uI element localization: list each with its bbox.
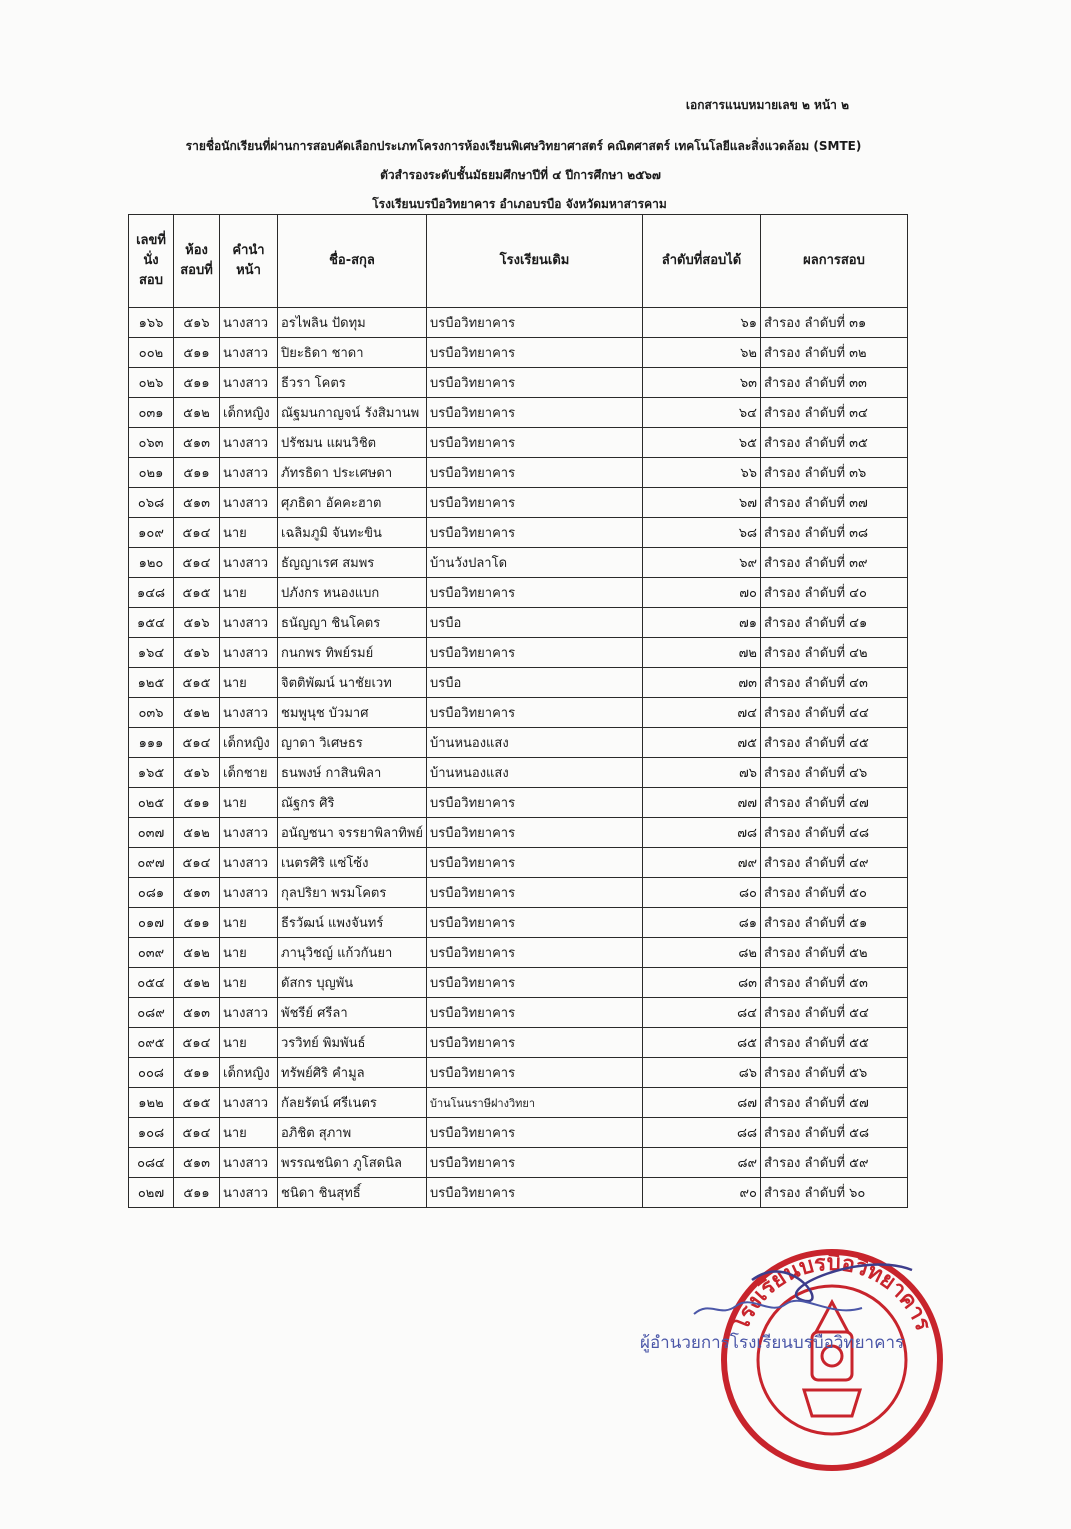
table-body [129, 308, 908, 1208]
cell-result: สำรอง ลำดับที่ ๓๕ [761, 428, 908, 458]
table-row [129, 518, 908, 548]
cell-seat: ๐๘๑ [129, 878, 174, 908]
cell-seat: ๐๙๕ [129, 1028, 174, 1058]
cell-name: ชมพูนุช บัวมาศ [278, 698, 427, 728]
cell-prefix: นาย [220, 578, 278, 608]
cell-room: ๕๑๔ [174, 1118, 220, 1148]
cell-prefix: นางสาว [220, 1088, 278, 1118]
cell-prefix: นาย [220, 788, 278, 818]
cell-name: ศุภธิดา อัคคะฮาต [278, 488, 427, 518]
cell-room: ๕๑๒ [174, 818, 220, 848]
cell-school: บรบือวิทยาคาร [427, 788, 643, 818]
cell-school: บรบือวิทยาคาร [427, 308, 643, 338]
cell-result: สำรอง ลำดับที่ ๓๖ [761, 458, 908, 488]
header-rank: ลำดับที่สอบได้ [643, 215, 761, 308]
cell-rank: ๘๕ [643, 1028, 761, 1058]
table-row [129, 1118, 908, 1148]
cell-room: ๕๑๑ [174, 338, 220, 368]
cell-school: บรบือวิทยาคาร [427, 968, 643, 998]
cell-rank: ๗๖ [643, 758, 761, 788]
cell-room: ๕๑๓ [174, 488, 220, 518]
cell-seat: ๐๘๔ [129, 1148, 174, 1178]
cell-name: ทรัพย์ศิริ คำมูล [278, 1058, 427, 1088]
cell-result: สำรอง ลำดับที่ ๔๓ [761, 668, 908, 698]
cell-room: ๕๑๓ [174, 878, 220, 908]
table-row [129, 938, 908, 968]
cell-name: ธนัญญา ชินโคตร [278, 608, 427, 638]
cell-prefix: นางสาว [220, 638, 278, 668]
cell-result: สำรอง ลำดับที่ ๕๐ [761, 878, 908, 908]
table-row [129, 608, 908, 638]
cell-rank: ๗๐ [643, 578, 761, 608]
school-seal [712, 1240, 952, 1480]
cell-prefix: นางสาว [220, 608, 278, 638]
cell-result: สำรอง ลำดับที่ ๕๗ [761, 1088, 908, 1118]
cell-prefix: นาย [220, 668, 278, 698]
table-row [129, 998, 908, 1028]
cell-school: บรบือวิทยาคาร [427, 518, 643, 548]
cell-prefix: นางสาว [220, 698, 278, 728]
cell-rank: ๖๒ [643, 338, 761, 368]
cell-name: วรวิทย์ พิมพันธ์ [278, 1028, 427, 1058]
table-row [129, 1028, 908, 1058]
cell-rank: ๖๔ [643, 398, 761, 428]
cell-rank: ๗๗ [643, 788, 761, 818]
cell-seat: ๐๐๒ [129, 338, 174, 368]
cell-room: ๕๑๑ [174, 908, 220, 938]
cell-prefix: นางสาว [220, 368, 278, 398]
cell-prefix: เด็กหญิง [220, 1058, 278, 1088]
header-name: ชื่อ-สกุล [278, 215, 427, 308]
cell-result: สำรอง ลำดับที่ ๓๙ [761, 548, 908, 578]
table-row [129, 818, 908, 848]
cell-seat: ๑๑๑ [129, 728, 174, 758]
cell-school: บรบือวิทยาคาร [427, 398, 643, 428]
cell-seat: ๑๕๔ [129, 608, 174, 638]
cell-prefix: นาย [220, 518, 278, 548]
cell-seat: ๐๑๗ [129, 908, 174, 938]
cell-seat: ๑๖๖ [129, 308, 174, 338]
cell-prefix: นางสาว [220, 548, 278, 578]
cell-prefix: เด็กหญิง [220, 728, 278, 758]
cell-name: ปภังกร หนองแบก [278, 578, 427, 608]
cell-rank: ๗๒ [643, 638, 761, 668]
cell-result: สำรอง ลำดับที่ ๓๔ [761, 398, 908, 428]
cell-result: สำรอง ลำดับที่ ๓๓ [761, 368, 908, 398]
cell-room: ๕๑๔ [174, 728, 220, 758]
cell-seat: ๐๕๔ [129, 968, 174, 998]
cell-room: ๕๑๕ [174, 578, 220, 608]
cell-name: ณัฐกร ศิริ [278, 788, 427, 818]
cell-prefix: นาย [220, 938, 278, 968]
header-result: ผลการสอบ [761, 215, 908, 308]
cell-seat: ๑๔๘ [129, 578, 174, 608]
cell-room: ๕๑๑ [174, 458, 220, 488]
cell-name: ภานุวิชญ์ แก้วกันยา [278, 938, 427, 968]
cell-result: สำรอง ลำดับที่ ๓๒ [761, 338, 908, 368]
cell-room: ๕๑๕ [174, 1088, 220, 1118]
cell-school: บ้านหนองแสง [427, 728, 643, 758]
cell-name: ชนิดา ชินสุทธิ์ [278, 1178, 427, 1208]
cell-school: บรบือ [427, 608, 643, 638]
cell-name: เฉลิมภูมิ จันทะขิน [278, 518, 427, 548]
cell-school: บรบือวิทยาคาร [427, 998, 643, 1028]
cell-prefix: นาย [220, 1028, 278, 1058]
table-row [129, 428, 908, 458]
cell-room: ๕๑๓ [174, 428, 220, 458]
cell-room: ๕๑๕ [174, 668, 220, 698]
cell-prefix: นางสาว [220, 818, 278, 848]
cell-rank: ๖๗ [643, 488, 761, 518]
cell-seat: ๑๐๙ [129, 518, 174, 548]
cell-prefix: นางสาว [220, 1178, 278, 1208]
cell-name: อรไพลิน ปัดทุม [278, 308, 427, 338]
table-row [129, 968, 908, 998]
cell-room: ๕๑๒ [174, 698, 220, 728]
cell-rank: ๘๗ [643, 1088, 761, 1118]
cell-prefix: นางสาว [220, 488, 278, 518]
cell-school: บรบือวิทยาคาร [427, 1058, 643, 1088]
cell-name: กัลยรัตน์ ศรีเนตร [278, 1088, 427, 1118]
cell-rank: ๘๔ [643, 998, 761, 1028]
header-seat: เลขที่นั่งสอบ [129, 215, 174, 308]
cell-result: สำรอง ลำดับที่ ๖๐ [761, 1178, 908, 1208]
cell-result: สำรอง ลำดับที่ ๔๔ [761, 698, 908, 728]
table-row [129, 638, 908, 668]
cell-seat: ๑๐๘ [129, 1118, 174, 1148]
cell-school: บรบือวิทยาคาร [427, 1148, 643, 1178]
cell-name: ธัญญาเรศ สมพร [278, 548, 427, 578]
cell-seat: ๐๖๓ [129, 428, 174, 458]
cell-school: บ้านวังปลาโด [427, 548, 643, 578]
cell-room: ๕๑๒ [174, 968, 220, 998]
cell-result: สำรอง ลำดับที่ ๓๗ [761, 488, 908, 518]
cell-school: บรบือวิทยาคาร [427, 1028, 643, 1058]
heading-line-3: โรงเรียนบรบือวิทยาคาร อำเภอบรบือ จังหวัดมหาสารคาม [372, 197, 667, 211]
heading-line-1: รายชื่อนักเรียนที่ผ่านการสอบคัดเลือกประเภทโครงการห้องเรียนพิเศษวิทยาศาสตร์ คณิตศาสตร์ เทคโนโลยีและสิ่งแวดล้อม (SMTE) [185, 139, 862, 153]
table-row [129, 1058, 908, 1088]
cell-name: ณัฐมนกาญจน์ รังสิมานพ [278, 398, 427, 428]
cell-seat: ๐๒๖ [129, 368, 174, 398]
cell-rank: ๙๐ [643, 1178, 761, 1208]
cell-result: สำรอง ลำดับที่ ๔๘ [761, 818, 908, 848]
cell-result: สำรอง ลำดับที่ ๔๕ [761, 728, 908, 758]
cell-result: สำรอง ลำดับที่ ๓๑ [761, 308, 908, 338]
cell-rank: ๗๙ [643, 848, 761, 878]
cell-result: สำรอง ลำดับที่ ๕๓ [761, 968, 908, 998]
cell-prefix: นาย [220, 908, 278, 938]
cell-room: ๕๑๑ [174, 1178, 220, 1208]
cell-rank: ๗๘ [643, 818, 761, 848]
cell-room: ๕๑๖ [174, 308, 220, 338]
table-row [129, 668, 908, 698]
cell-school: บรบือวิทยาคาร [427, 878, 643, 908]
table-row [129, 308, 908, 338]
cell-result: สำรอง ลำดับที่ ๔๒ [761, 638, 908, 668]
cell-school: บรบือวิทยาคาร [427, 458, 643, 488]
cell-rank: ๖๓ [643, 368, 761, 398]
cell-prefix: นาย [220, 968, 278, 998]
cell-school: บรบือ [427, 668, 643, 698]
cell-room: ๕๑๒ [174, 938, 220, 968]
cell-prefix: เด็กหญิง [220, 398, 278, 428]
cell-room: ๕๑๖ [174, 608, 220, 638]
cell-rank: ๘๒ [643, 938, 761, 968]
cell-seat: ๑๖๕ [129, 758, 174, 788]
table-row [129, 458, 908, 488]
cell-rank: ๗๔ [643, 698, 761, 728]
cell-room: ๕๑๓ [174, 998, 220, 1028]
cell-room: ๕๑๔ [174, 848, 220, 878]
cell-room: ๕๑๖ [174, 758, 220, 788]
table-row [129, 908, 908, 938]
cell-school: บรบือวิทยาคาร [427, 818, 643, 848]
cell-prefix: เด็กชาย [220, 758, 278, 788]
table-row [129, 398, 908, 428]
cell-result: สำรอง ลำดับที่ ๔๙ [761, 848, 908, 878]
cell-rank: ๖๑ [643, 308, 761, 338]
table-row [129, 788, 908, 818]
table-row [129, 698, 908, 728]
table-row [129, 488, 908, 518]
seal-text: โรงเรียนบรบือวิทยาคาร [728, 1250, 936, 1335]
cell-school: บรบือวิทยาคาร [427, 698, 643, 728]
header-room: ห้องสอบที่ [174, 215, 220, 308]
cell-result: สำรอง ลำดับที่ ๔๑ [761, 608, 908, 638]
signature-name [640, 1298, 904, 1329]
document-reference: เอกสารแนบหมายเลข ๒ หน้า ๒ [685, 98, 849, 112]
cell-result: สำรอง ลำดับที่ ๕๕ [761, 1028, 908, 1058]
cell-rank: ๘๖ [643, 1058, 761, 1088]
cell-prefix: นางสาว [220, 1148, 278, 1178]
cell-room: ๕๑๒ [174, 398, 220, 428]
cell-seat: ๑๒๐ [129, 548, 174, 578]
cell-school: บรบือวิทยาคาร [427, 488, 643, 518]
table-row [129, 878, 908, 908]
cell-prefix: นางสาว [220, 338, 278, 368]
cell-result: สำรอง ลำดับที่ ๕๔ [761, 998, 908, 1028]
cell-prefix: นางสาว [220, 458, 278, 488]
cell-result: สำรอง ลำดับที่ ๕๙ [761, 1148, 908, 1178]
cell-name: กุลปริยา พรมโคตร [278, 878, 427, 908]
cell-room: ๕๑๔ [174, 518, 220, 548]
cell-room: ๕๑๖ [174, 638, 220, 668]
cell-name: ธนพงษ์ กาสินพิลา [278, 758, 427, 788]
table-header-row [129, 215, 908, 308]
cell-name: จิตติพัฒน์ นาชัยเวท [278, 668, 427, 698]
table-row [129, 1088, 908, 1118]
cell-seat: ๐๒๑ [129, 458, 174, 488]
cell-prefix: นางสาว [220, 428, 278, 458]
cell-name: ดัสกร บุญพัน [278, 968, 427, 998]
cell-name: พัชรีย์ ศรีลา [278, 998, 427, 1028]
cell-rank: ๖๙ [643, 548, 761, 578]
cell-room: ๕๑๑ [174, 368, 220, 398]
table-row [129, 728, 908, 758]
cell-seat: ๐๓๑ [129, 398, 174, 428]
cell-school: บรบือวิทยาคาร [427, 1118, 643, 1148]
cell-seat: ๐๐๘ [129, 1058, 174, 1088]
cell-name: ธีวรา โคตร [278, 368, 427, 398]
cell-seat: ๑๖๔ [129, 638, 174, 668]
cell-name: ญาดา วิเศษธร [278, 728, 427, 758]
roster-table [128, 214, 908, 1208]
cell-name: พรรณชนิดา ภูโสดนิล [278, 1148, 427, 1178]
cell-name: ปิยะธิดา ชาดา [278, 338, 427, 368]
cell-rank: ๘๙ [643, 1148, 761, 1178]
cell-rank: ๘๐ [643, 878, 761, 908]
cell-rank: ๘๑ [643, 908, 761, 938]
cell-school: บรบือวิทยาคาร [427, 368, 643, 398]
cell-school: บ้านหนองแสง [427, 758, 643, 788]
cell-rank: ๗๑ [643, 608, 761, 638]
cell-prefix: นางสาว [220, 878, 278, 908]
cell-school: บรบือวิทยาคาร [427, 938, 643, 968]
cell-prefix: นางสาว [220, 848, 278, 878]
cell-room: ๕๑๑ [174, 788, 220, 818]
cell-name: ปรัชมน แผนวิชิต [278, 428, 427, 458]
cell-school: บรบือวิทยาคาร [427, 848, 643, 878]
cell-prefix: นางสาว [220, 998, 278, 1028]
cell-seat: ๐๒๗ [129, 1178, 174, 1208]
cell-school: บรบือวิทยาคาร [427, 578, 643, 608]
cell-result: สำรอง ลำดับที่ ๕๘ [761, 1118, 908, 1148]
cell-school: บรบือวิทยาคาร [427, 428, 643, 458]
cell-result: สำรอง ลำดับที่ ๕๒ [761, 938, 908, 968]
cell-school: บรบือวิทยาคาร [427, 338, 643, 368]
cell-prefix: นาย [220, 1118, 278, 1148]
header-school: โรงเรียนเดิม [427, 215, 643, 308]
cell-result: สำรอง ลำดับที่ ๓๘ [761, 518, 908, 548]
cell-rank: ๗๓ [643, 668, 761, 698]
cell-rank: ๖๕ [643, 428, 761, 458]
table-row [129, 1148, 908, 1178]
cell-room: ๕๑๔ [174, 548, 220, 578]
cell-name: อนัญชนา จรรยาพิลาทิพย์ [278, 818, 427, 848]
table-row [129, 1178, 908, 1208]
cell-seat: ๑๒๒ [129, 1088, 174, 1118]
cell-school: บ้านโนนราษีฝางวิทยา [427, 1088, 643, 1118]
cell-rank: ๖๘ [643, 518, 761, 548]
cell-name: เนตรศิริ แซ่โซ้ง [278, 848, 427, 878]
table-row [129, 368, 908, 398]
cell-name: กนกพร ทิพย์รมย์ [278, 638, 427, 668]
signature-position: ผู้อำนวยการโรงเรียนบรบือวิทยาคาร [640, 1333, 905, 1353]
cell-school: บรบือวิทยาคาร [427, 1178, 643, 1208]
cell-name: ภัทรธิดา ประเศษดา [278, 458, 427, 488]
signature-icon [690, 1298, 870, 1320]
cell-rank: ๖๖ [643, 458, 761, 488]
cell-room: ๕๑๔ [174, 1028, 220, 1058]
cell-name: ธีรวัฒน์ แพงจันทร์ [278, 908, 427, 938]
cell-seat: ๐๙๗ [129, 848, 174, 878]
cell-seat: ๑๒๕ [129, 668, 174, 698]
cell-room: ๕๑๑ [174, 1058, 220, 1088]
cell-result: สำรอง ลำดับที่ ๔๗ [761, 788, 908, 818]
table-row [129, 848, 908, 878]
cell-prefix: นางสาว [220, 308, 278, 338]
table-row [129, 338, 908, 368]
heading-line-2: ตัวสำรองระดับชั้นมัธยมศึกษาปีที่ ๔ ปีการศึกษา ๒๕๖๗ [380, 168, 661, 182]
cell-school: บรบือวิทยาคาร [427, 638, 643, 668]
header-prefix: คำนำหน้า [220, 215, 278, 308]
cell-result: สำรอง ลำดับที่ ๕๑ [761, 908, 908, 938]
cell-name: อภิชิต สุภาพ [278, 1118, 427, 1148]
signature-block [640, 1298, 904, 1357]
cell-result: สำรอง ลำดับที่ ๔๖ [761, 758, 908, 788]
cell-seat: ๐๒๕ [129, 788, 174, 818]
cell-rank: ๗๕ [643, 728, 761, 758]
cell-rank: ๘๘ [643, 1118, 761, 1148]
cell-seat: ๐๖๘ [129, 488, 174, 518]
table-row [129, 758, 908, 788]
cell-school: บรบือวิทยาคาร [427, 908, 643, 938]
table-row [129, 548, 908, 578]
cell-seat: ๐๓๙ [129, 938, 174, 968]
cell-seat: ๐๓๖ [129, 698, 174, 728]
cell-result: สำรอง ลำดับที่ ๕๖ [761, 1058, 908, 1088]
cell-room: ๕๑๓ [174, 1148, 220, 1178]
cell-seat: ๐๓๗ [129, 818, 174, 848]
table-row [129, 578, 908, 608]
cell-seat: ๐๘๙ [129, 998, 174, 1028]
cell-result: สำรอง ลำดับที่ ๔๐ [761, 578, 908, 608]
cell-rank: ๘๓ [643, 968, 761, 998]
